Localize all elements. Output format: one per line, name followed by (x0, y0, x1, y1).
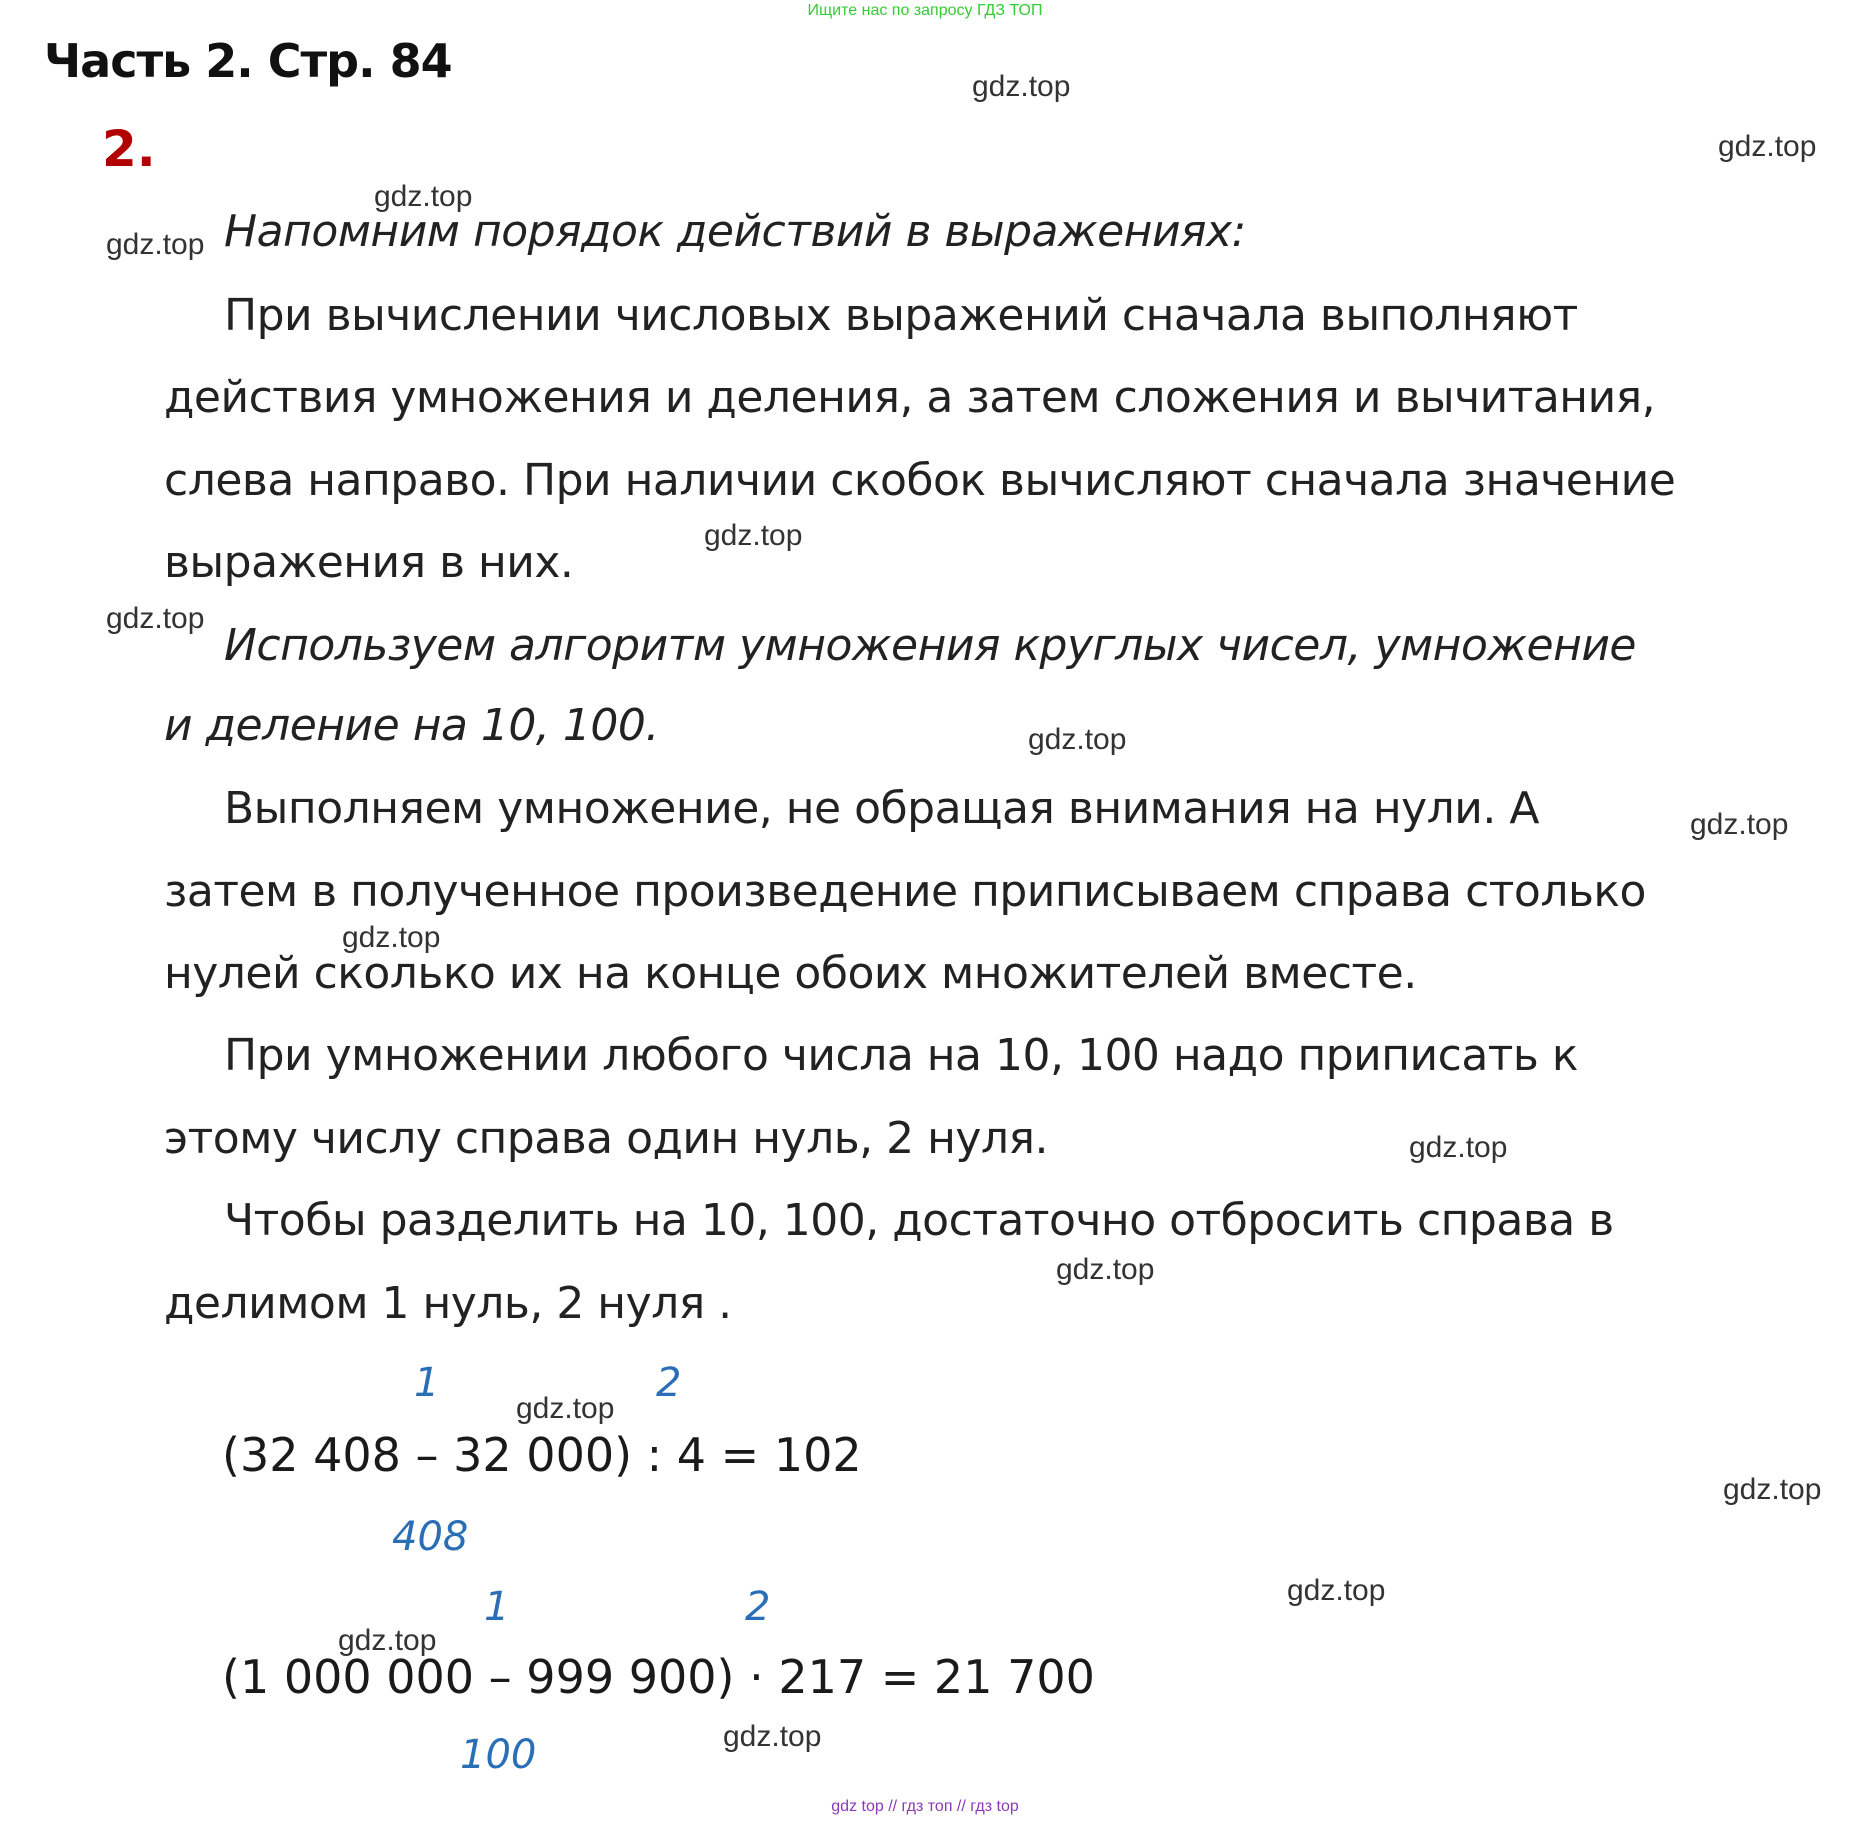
intermediate-result: 100 (460, 1732, 537, 1778)
watermark: gdz.top (106, 602, 205, 635)
math-expression: (32 408 – 32 000) : 4 = 102 (222, 1428, 862, 1482)
text-line: Чтобы разделить на 10, 100, достаточно отбросить справа в (224, 1195, 1614, 1246)
text-line: При вычислении числовых выражений сначала выполняют (224, 290, 1578, 341)
task-number: 2. (102, 120, 156, 178)
text-line: слева направо. При наличии скобок вычисляют сначала значение (164, 455, 1676, 506)
watermark: gdz.top (1287, 1574, 1386, 1607)
watermark: gdz.top (1056, 1253, 1155, 1286)
text-line: и деление на 10, 100. (164, 700, 659, 751)
step-marker: 1 (484, 1584, 510, 1630)
watermark: gdz.top (723, 1720, 822, 1753)
step-marker: 1 (414, 1360, 440, 1406)
math-expression: (1 000 000 – 999 900) · 217 = 21 700 (222, 1650, 1095, 1704)
text-line: Используем алгоритм умножения круглых чисел, умножение (224, 620, 1637, 671)
watermark: gdz.top (1718, 130, 1817, 163)
step-marker: 2 (745, 1584, 771, 1630)
watermark: gdz.top (1409, 1131, 1508, 1164)
text-line: При умножении любого числа на 10, 100 надо приписать к (224, 1030, 1578, 1081)
step-marker: 2 (656, 1360, 682, 1406)
watermark: gdz.top (106, 228, 205, 261)
text-line: нулей сколько их на конце обоих множителей вместе. (164, 948, 1417, 999)
watermark: gdz.top (1690, 808, 1789, 841)
watermark: gdz.top (704, 519, 803, 552)
watermark: gdz.top (338, 1624, 437, 1657)
text-line: делимом 1 нуль, 2 нуля . (164, 1278, 732, 1329)
text-line: Выполняем умножение, не обращая внимания на нули. А (224, 783, 1539, 834)
watermark: gdz.top (1028, 723, 1127, 756)
watermark: gdz.top (342, 921, 441, 954)
watermark: gdz.top (374, 180, 473, 213)
footer: gdz top // гдз топ // гдз top (831, 1798, 1019, 1815)
page-title: Часть 2. Стр. 84 (44, 34, 452, 88)
watermark: gdz.top (516, 1392, 615, 1425)
intermediate-result: 408 (392, 1514, 469, 1560)
text-line: этому числу справа один нуль, 2 нуля. (164, 1113, 1048, 1164)
watermark: gdz.top (972, 70, 1071, 103)
top-banner: Ищите нас по запросу ГДЗ ТОП (807, 2, 1043, 19)
text-line: затем в полученное произведение приписываем справа столько (164, 866, 1646, 917)
text-line: действия умножения и деления, а затем сложения и вычитания, (164, 372, 1656, 423)
text-line: выражения в них. (164, 537, 574, 588)
watermark: gdz.top (1723, 1473, 1822, 1506)
text-line: Напомним порядок действий в выражениях: (224, 206, 1246, 257)
